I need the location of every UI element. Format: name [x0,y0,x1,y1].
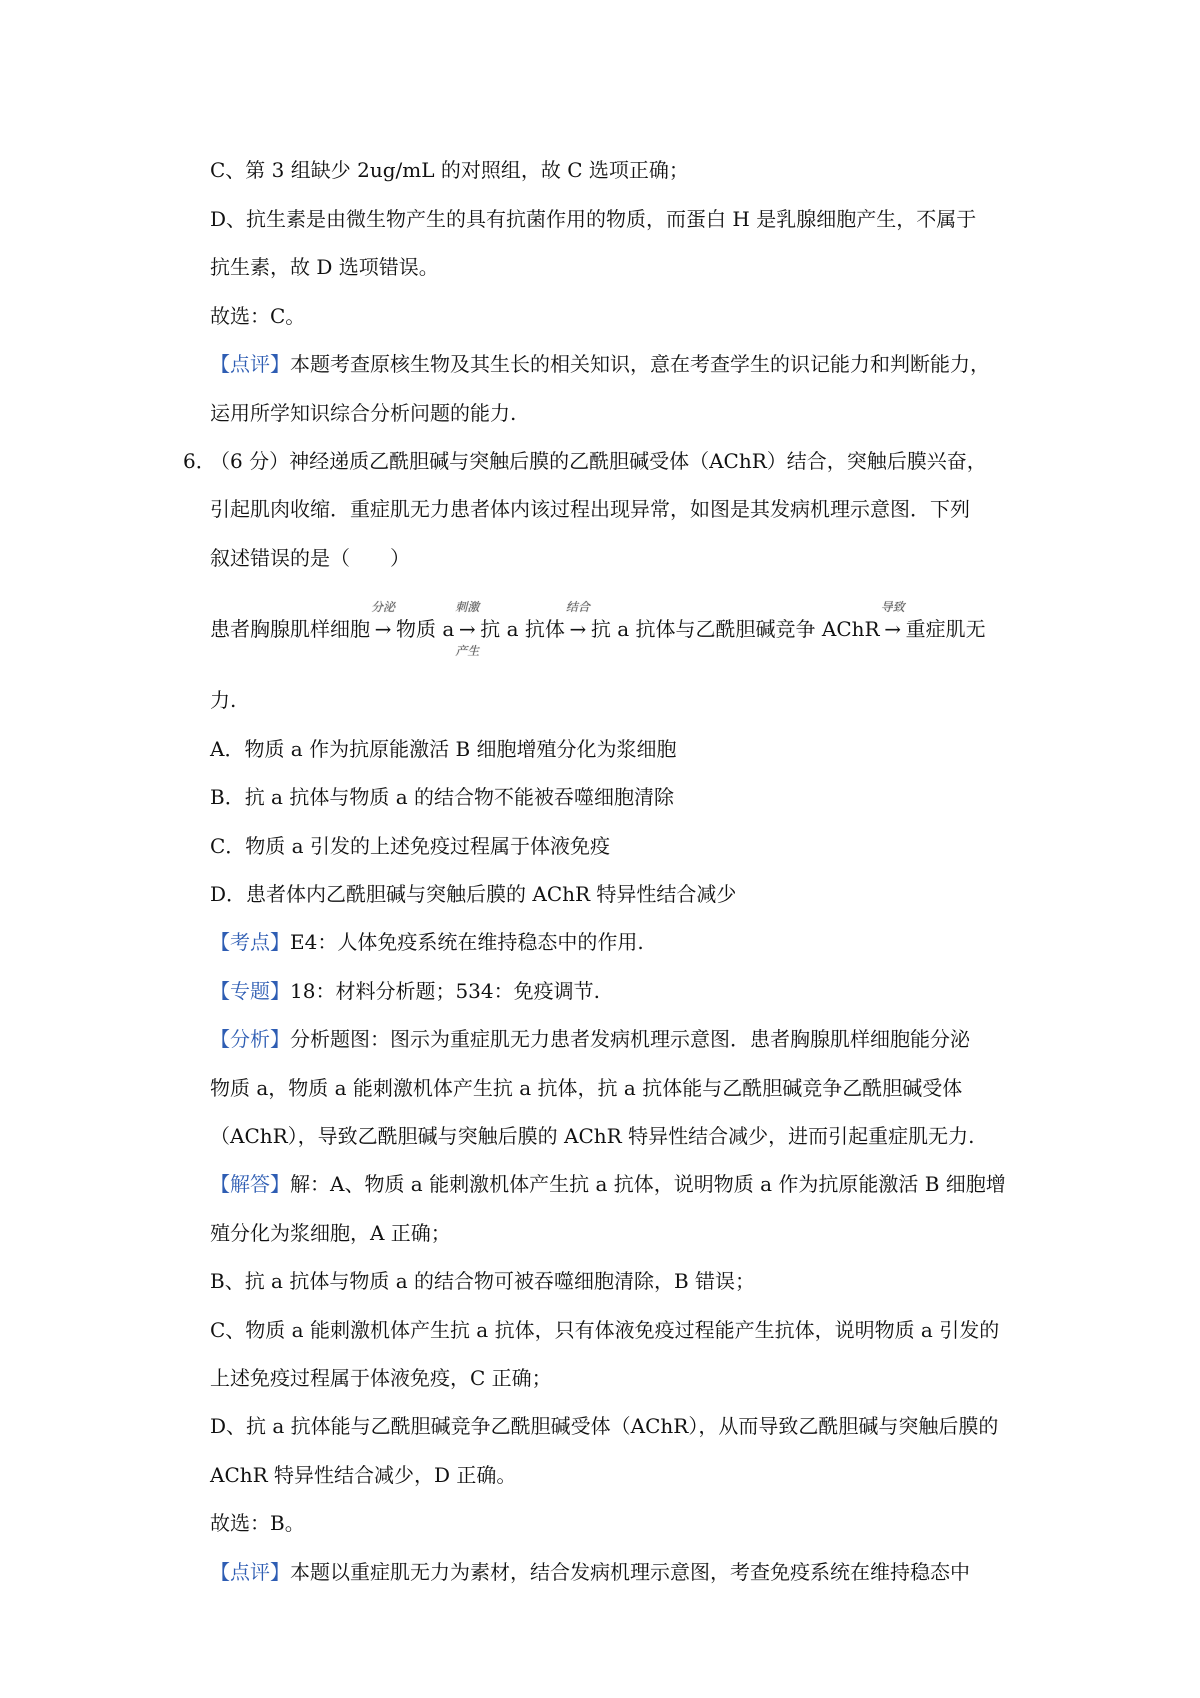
arrow-label-cause: 导致 [880,600,905,614]
diagram-arrow-cause [880,600,905,643]
arrow-label-secrete: 分泌 [370,600,396,614]
arrow-label-bind: 结合 [565,600,590,614]
diagram-arrow-secrete [370,600,396,643]
question-stem-line3: 叙述错误的是（ ） [210,546,410,570]
diagram-node-thymus-cell: 患者胸腺肌样细胞 [210,617,370,641]
analysis-tag: 【分析】 [210,1027,290,1051]
diagram-arrow-bind [565,600,590,643]
diagram-arrow-stimulate [455,600,480,658]
comment-text: 本题考查原核生物及其生长的相关知识，意在考查学生的识记能力和判断能力， [290,352,990,376]
arrow-icon: → [374,617,392,641]
option-b: B．抗 a 抗体与物质 a 的结合物不能被吞噬细胞清除 [210,785,674,809]
question-stem-line2: 引起肌肉收缩．重症肌无力患者体内该过程出现异常，如图是其发病机理示意图．下列 [210,497,970,521]
prev-comment-line2: 运用所学知识综合分析问题的能力. [210,401,517,425]
arrow-icon: → [884,617,901,641]
solution-line3: B、抗 a 抗体与物质 a 的结合物可被吞噬细胞清除，B 错误； [210,1269,756,1293]
review-line1 [210,1558,1030,1586]
prev-option-d-analysis-line1: D、抗生素是由微生物产生的具有抗菌作用的物质，而蛋白 H 是乳腺细胞产生，不属于 [210,207,977,231]
solution-tag: 【解答】 [210,1172,290,1196]
diagram-node-antibody: 抗 a 抗体 [480,617,565,641]
solution-line2: 殖分化为浆细胞，A 正确； [210,1221,451,1245]
option-d: D．患者体内乙酰胆碱与突触后膜的 AChR 特异性结合减少 [210,882,737,906]
analysis-line2: 物质 a，物质 a 能刺激机体产生抗 a 抗体，抗 a 抗体能与乙酰胆碱竞争乙酰胆碱受体 [210,1076,963,1100]
topic [210,977,1030,1005]
comment-tag: 【点评】 [210,352,290,376]
arrow-label-stimulate: 刺激 [455,600,480,614]
knowledge-point-text: E4：人体免疫系统在维持稳态中的作用. [290,930,644,954]
prev-comment-line1 [210,350,1030,378]
analysis-line1 [210,1025,1030,1053]
diagram-node-myasthenia: 重症肌无 [905,617,986,641]
solution-line5: 上述免疫过程属于体液免疫，C 正确； [210,1366,552,1390]
mechanism-diagram-continued: 力. [210,688,237,712]
question-number: 6． [183,449,216,473]
knowledge-point-tag: 【考点】 [210,930,290,954]
topic-text: 18：材料分析题；534：免疫调节. [290,979,600,1003]
option-a: A．物质 a 作为抗原能激活 B 细胞增殖分化为浆细胞 [210,737,677,761]
analysis-line3: （AChR），导致乙酰胆碱与突触后膜的 AChR 特异性结合减少，进而引起重症肌无力. [210,1124,975,1148]
prev-answer: 故选：C。 [210,304,306,328]
arrow-icon: → [458,617,476,641]
diagram-node-competition: 抗 a 抗体与乙酰胆碱竞争 AChR [590,617,880,641]
solution-line7: AChR 特异性结合减少，D 正确。 [210,1463,517,1487]
diagram-node-substance-a: 物质 a [396,617,455,641]
review-tag: 【点评】 [210,1560,290,1584]
prev-option-d-analysis-line2: 抗生素，故 D 选项错误。 [210,255,439,279]
analysis-text: 分析题图：图示为重症肌无力患者发病机理示意图．患者胸腺肌样细胞能分泌 [290,1027,970,1051]
solution-line6: D、抗 a 抗体能与乙酰胆碱竞争乙酰胆碱受体（AChR），从而导致乙酰胆碱与突触后膜的 [210,1414,999,1438]
knowledge-point [210,928,1030,956]
mechanism-diagram [210,600,1030,658]
arrow-label-produce: 产生 [455,644,480,658]
solution-line4: C、物质 a 能刺激机体产生抗 a 抗体，只有体液免疫过程能产生抗体，说明物质 a 引发的 [210,1318,1000,1342]
topic-tag: 【专题】 [210,979,290,1003]
solution-line1 [210,1170,1030,1198]
prev-option-c-analysis: C、第 3 组缺少 2ug/mL 的对照组，故 C 选项正确； [210,158,689,182]
arrow-icon: → [569,617,587,641]
review-text: 本题以重症肌无力为素材，结合发病机理示意图，考查免疫系统在维持稳态中 [290,1560,970,1584]
solution-text: 解：A、物质 a 能刺激机体产生抗 a 抗体，说明物质 a 作为抗原能激活 B 细胞增 [290,1172,1006,1196]
question-stem-line1: （6 分）神经递质乙酰胆碱与突触后膜的乙酰胆碱受体（AChR）结合，突触后膜兴奋， [210,449,987,473]
answer: 故选：B。 [210,1511,305,1535]
option-c: C．物质 a 引发的上述免疫过程属于体液免疫 [210,834,610,858]
